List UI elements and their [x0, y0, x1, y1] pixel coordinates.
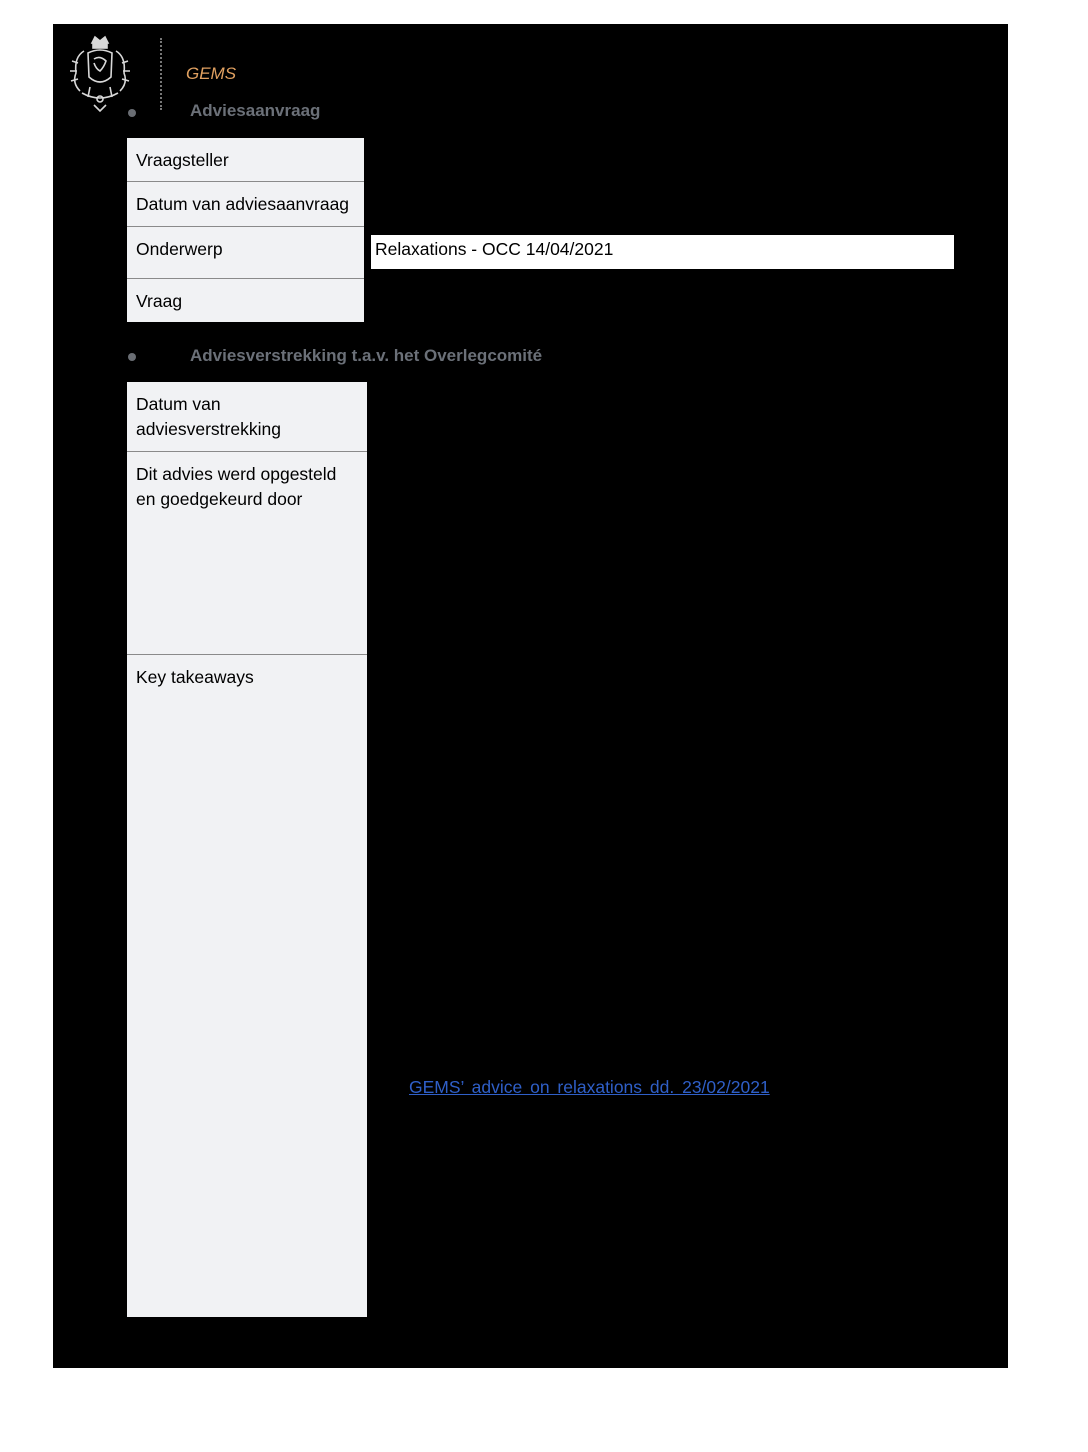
- header-divider: [160, 38, 162, 110]
- advice-relaxations-link[interactable]: GEMS’ advice on relaxations dd. 23/02/2021: [409, 1077, 770, 1097]
- label-cell-onderwerp: [127, 227, 364, 279]
- onderwerp-value: Relaxations - OCC 14/04/2021: [371, 235, 954, 269]
- label-cell-opgesteld-door: [127, 452, 367, 655]
- cell-label: Vraag: [136, 291, 183, 311]
- cell-label-line1: Datum van: [136, 394, 221, 414]
- cell-label-line1: Dit advies werd opgesteld: [136, 464, 337, 484]
- label-cell-datum-adviesverstrekking: [127, 382, 367, 452]
- cell-label: Vraagsteller: [136, 150, 229, 170]
- cell-label-line2: en goedgekeurd door: [136, 489, 303, 509]
- cell-label-line2: adviesverstrekking: [136, 419, 281, 439]
- label-cell-vraagsteller: [127, 138, 364, 182]
- label-cell-vraag: [127, 279, 364, 322]
- coat-of-arms-logo: [64, 33, 136, 113]
- bullet-icon: [128, 353, 136, 361]
- section-heading-adviesverstrekking: Adviesverstrekking t.a.v. het Overlegcomité: [190, 346, 543, 365]
- bullet-icon: [128, 109, 136, 117]
- brand-name: GEMS: [186, 64, 237, 83]
- cell-label: Key takeaways: [136, 667, 254, 687]
- cell-label: Datum van adviesaanvraag: [136, 194, 350, 214]
- cell-label: Onderwerp: [136, 239, 223, 259]
- label-cell-datum-adviesaanvraag: [127, 182, 364, 227]
- section-heading-adviesaanvraag: Adviesaanvraag: [190, 101, 321, 120]
- label-cell-key-takeaways: [127, 655, 367, 1317]
